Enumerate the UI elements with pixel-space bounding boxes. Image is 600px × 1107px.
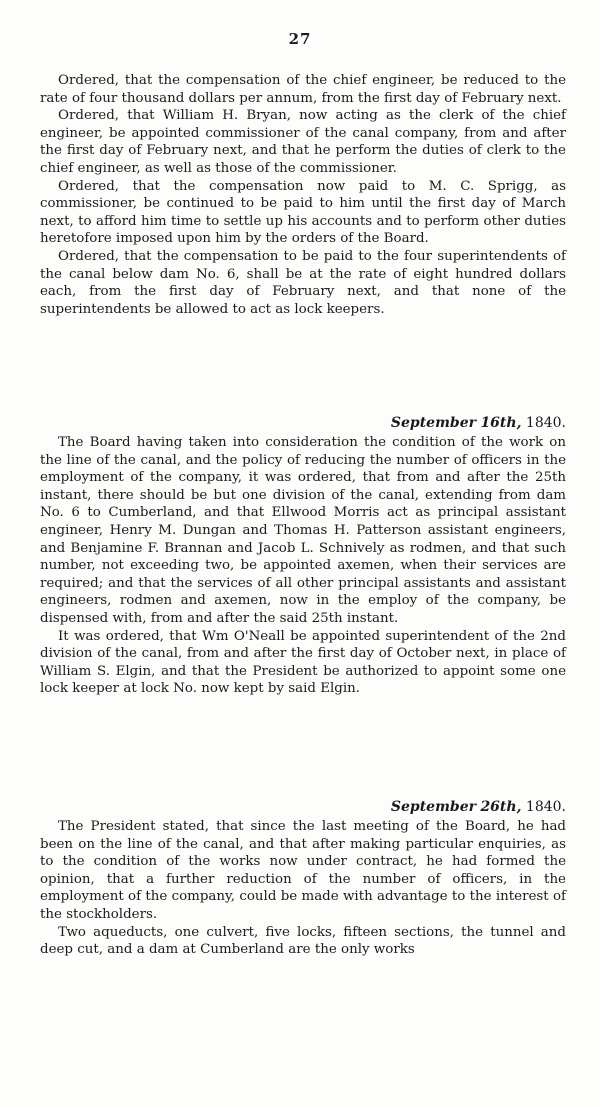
date-day: 26th, [480, 799, 522, 815]
paragraph-bryan-commissioner: Ordered, that William H. Bryan, now acting as the clerk of the chief engineer, be appointed commissioner of the canal company, from and after the first day of February next, and that he perform the duties of clerk to the chief engineer, as well as those of the commissioner. [40, 108, 566, 176]
section-orders [40, 72, 566, 318]
paragraph-superintendents-compensation: Ordered, that the compensation to be paid to the four superintendents of the canal below dam No. 6, shall be at the rate of eight hundred dollars each, from the first day of February next, and that none of the superintendents be allowed to act as lock keepers. [40, 248, 566, 317]
paragraph-sprigg-compensation: Ordered, that the compensation now paid to M. C. Sprigg, as commissioner, be continued to be paid to him until the first day of March next, to afford him time to settle up his accounts and to perform other duties heretofore imposed upon him by the orders of the Board. [40, 178, 566, 247]
date-day: 16th, [480, 415, 522, 431]
paragraph-compensation-chief-engineer: Ordered, that the compensation of the chief engineer, be reduced to the rate of four thousand dollars per annum, from the first day of February next. [40, 73, 566, 106]
paragraph-president-stated: The President stated, that since the last meeting of the Board, he had been on the line of the canal, and that after making particular enquiries, as to the condition of the works now under contract, he had formed the opinion, that a further reduction of the number of officers, in the employment of the company, could be made with advantage to the interest of the stockholders. [40, 819, 566, 922]
date-year: 1840. [525, 799, 566, 815]
section-president-statement [40, 818, 566, 959]
paragraph-oneall-superintendent: It was ordered, that Wm O'Neall be appointed superintendent of the 2nd division of the canal, from and after the first day of October next, in place of William S. Elgin, and that the President be authorized to appoint some one lock keeper at lock No. now kept by said Elgin. [40, 628, 566, 697]
date-heading-2 [40, 798, 566, 816]
date-month: September [390, 415, 476, 431]
page-number: 27 [288, 30, 312, 48]
date-year: 1840. [525, 415, 566, 431]
date-month: September [390, 799, 476, 815]
date-heading-1 [40, 414, 566, 432]
section-board-reorganization [40, 434, 566, 698]
paragraph-board-consideration: The Board having taken into consideration the condition of the work on the line of the canal, and the policy of reducing the number of officers in the employment of the company, it was ordered, that from and after the 25th instant, there should be but one division of the canal, extending from dam No. 6 to Cumberland, and that Ellwood Morris act as principal assistant engineer, Henry M. Dungan and Thomas H. Patterson assistant engineers, and Benjamine F. Brannan and Jacob L. Schnively as rodmen, and that such number, not exceeding two, be appointed axemen, when their services are required; and that the services of all other principal assistants and assistant engineers, rodmen and axemen, now in the employ of the company, be dispensed with, from and after the said 25th instant. [40, 435, 566, 626]
paragraph-remaining-works: Two aqueducts, one culvert, five locks, fifteen sections, the tunnel and deep cut, and a dam at Cumberland are the only works [40, 924, 566, 958]
